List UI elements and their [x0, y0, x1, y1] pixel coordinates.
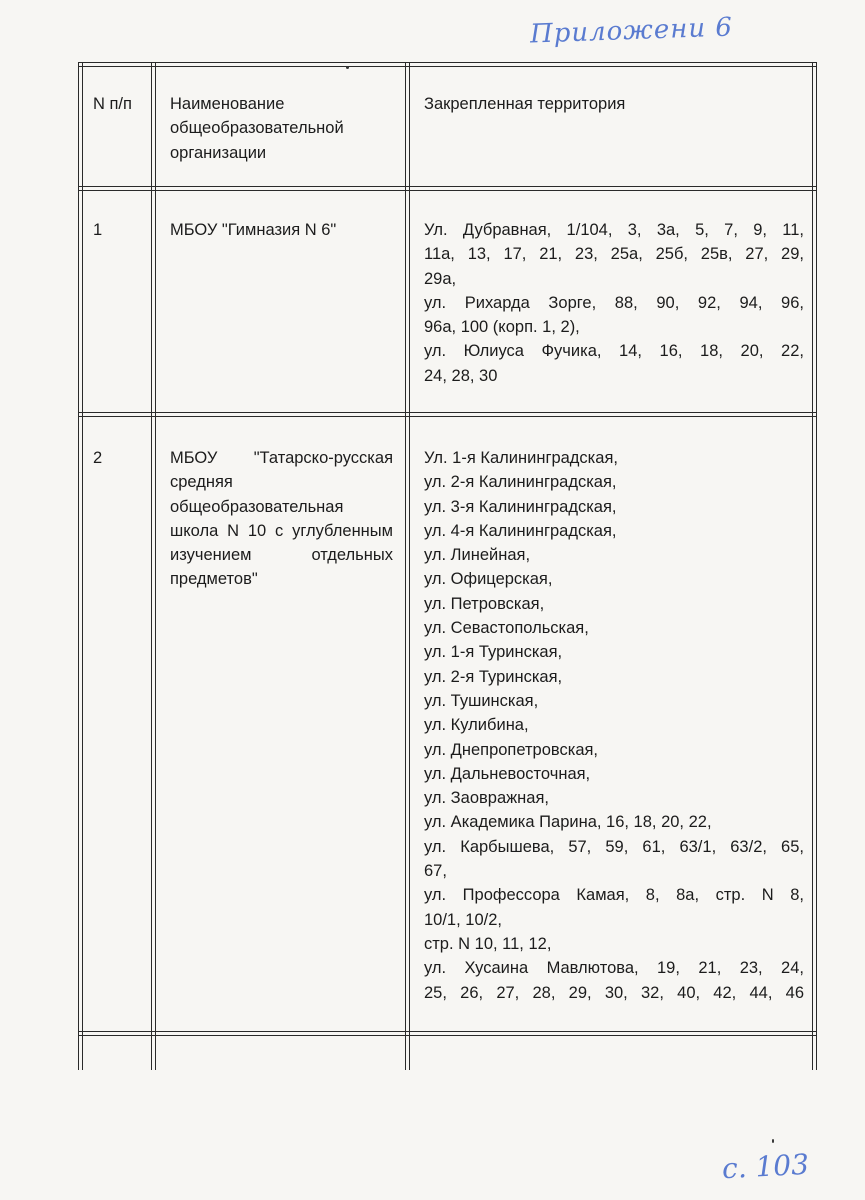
- territory-line: 24, 28, 30: [424, 366, 498, 385]
- row-2-territory: [424, 446, 804, 1005]
- territory-line: ул. 2-я Туринская,: [424, 667, 563, 686]
- territory-line: ул. Академика Парина, 16, 18, 20, 22,: [424, 813, 712, 832]
- territory-line: ул. Профессора Камая, 8, 8а, стр. N 8,: [424, 886, 804, 905]
- territory-line: ул. 2-я Калининградская,: [424, 473, 617, 492]
- territory-line: 29а,: [424, 269, 457, 288]
- territory-line: ул. 1-я Туринская,: [424, 643, 563, 662]
- territory-line: Ул. Дубравная, 1/104, 3, 3а, 5, 7, 9, 11,: [424, 221, 804, 239]
- territory-line: ул. Хусаина Мавлютова, 19, 21, 23, 24,: [424, 959, 804, 978]
- scan-speck: [772, 1139, 774, 1143]
- territory-line: ул. Линейная,: [424, 546, 531, 565]
- territory-line: ул. Петровская,: [424, 594, 545, 613]
- row-2-number: 2: [93, 449, 103, 467]
- territory-line: стр. N 10, 11, 12,: [424, 934, 552, 953]
- territory-line: 25, 26, 27, 28, 29, 30, 32, 40, 42, 44, 46: [424, 983, 804, 1002]
- territory-line: ул. Юлиуса Фучика, 14, 16, 18, 20, 22,: [424, 342, 804, 361]
- territory-line: 10/1, 10/2,: [424, 910, 502, 929]
- territory-line: ул. Карбышева, 57, 59, 61, 63/1, 63/2, 65,: [424, 837, 804, 856]
- territory-line: ул. Офицерская,: [424, 570, 553, 589]
- header-territory: Закрепленная территория: [424, 95, 626, 113]
- row-2-organization: МБОУ "Татарско-русская средняя общеобразовательная школа N 10 с углубленным изучением отдельных предметов": [170, 449, 393, 589]
- handwritten-appendix-note: Приложени 6: [529, 12, 734, 50]
- scan-speck: [346, 66, 349, 69]
- territory-line: ул. 4-я Калининградская,: [424, 521, 617, 540]
- territory-line: ул. Тушинская,: [424, 691, 539, 710]
- territory-line: ул. Заовражная,: [424, 789, 549, 808]
- territory-line: ул. 3-я Калининградская,: [424, 497, 617, 516]
- territory-line: 67,: [424, 862, 447, 881]
- territory-line: ул. Днепропетровская,: [424, 740, 599, 759]
- header-organization: Наименование общеобразовательной организации: [170, 95, 344, 162]
- row-1-number: 1: [93, 221, 103, 239]
- territory-line: 96а, 100 (корп. 1, 2),: [424, 318, 580, 337]
- header-number: N п/п: [93, 95, 132, 113]
- row-1-organization: МБОУ "Гимназия N 6": [170, 221, 337, 239]
- territory-line: 11а, 13, 17, 21, 23, 25а, 25б, 25в, 27, 29,: [424, 245, 804, 264]
- territory-line: ул. Кулибина,: [424, 716, 529, 735]
- territory-line: ул. Севастопольская,: [424, 619, 589, 638]
- handwritten-page-number: с. 103: [721, 1147, 810, 1186]
- territory-line: Ул. 1-я Калининградская,: [424, 449, 618, 467]
- row-1-territory: [424, 218, 804, 388]
- territory-line: ул. Дальневосточная,: [424, 764, 591, 783]
- territory-line: ул. Рихарда Зорге, 88, 90, 92, 94, 96,: [424, 293, 804, 312]
